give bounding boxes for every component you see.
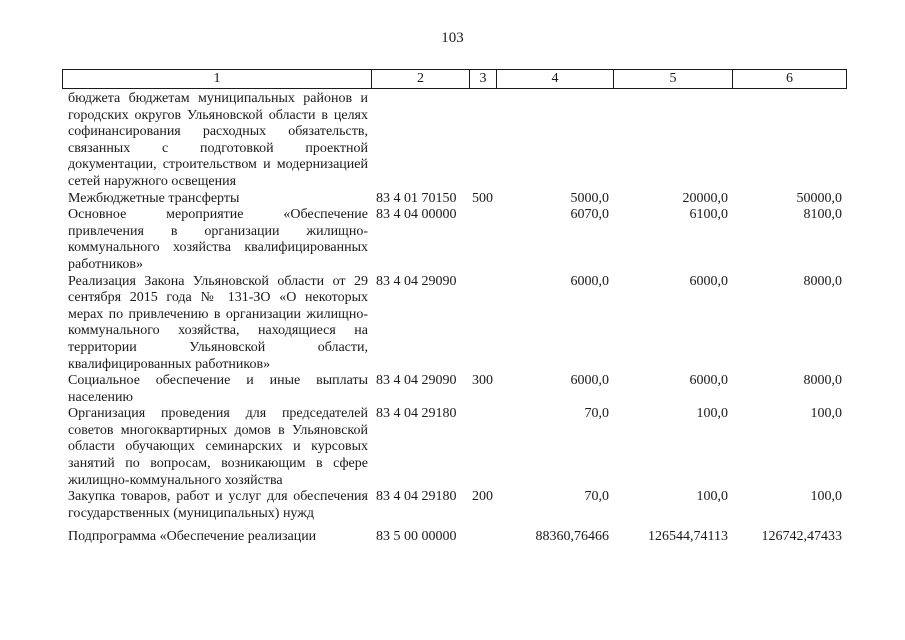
row-value-3: 8000,0 xyxy=(803,273,842,289)
row-code: 83 4 04 29180 xyxy=(376,406,457,422)
row-value-3: 50000,0 xyxy=(796,190,842,206)
table-row xyxy=(62,373,847,406)
table-row xyxy=(62,207,847,273)
row-name: Закупка товаров, работ и услуг для обеспечения государственных (муниципальных) нужд xyxy=(68,489,368,521)
row-value-1: 70,0 xyxy=(584,406,609,422)
row-name: Межбюджетные трансферты xyxy=(68,190,240,206)
budget-table xyxy=(62,69,847,546)
table-row xyxy=(62,191,847,208)
table-body xyxy=(62,91,847,546)
header-col-4: 4 xyxy=(497,70,614,88)
row-name: бюджета бюджетам муниципальных районов и городских округов Ульяновской области в целях софинансирования расходных обязательств, связанных с подготовкой проектной документации, строительством и модернизацией сетей наружного освещения xyxy=(68,91,368,189)
row-type: 300 xyxy=(472,373,493,389)
header-col-1: 1 xyxy=(63,70,372,88)
header-col-6: 6 xyxy=(786,71,793,86)
table-row xyxy=(62,529,847,546)
row-code: 83 4 04 00000 xyxy=(376,207,457,223)
row-name: Реализация Закона Ульяновской области от 29 сентября 2015 года № 131-ЗО «О некоторых мерах по привлечению в организации жилищно-коммунального хозяйства, находящиеся на территории Ульяновской области, квалифицированных работников» xyxy=(68,273,368,372)
table-row xyxy=(62,91,847,191)
row-value-2: 126544,74113 xyxy=(648,529,728,545)
row-name: Основное мероприятие «Обеспечение привлечения в организации жилищно-коммунального хозяйства квалифицированных работников» xyxy=(68,207,368,272)
row-value-1: 70,0 xyxy=(584,489,609,505)
row-value-1: 88360,76466 xyxy=(535,529,609,545)
row-value-2: 6100,0 xyxy=(689,207,728,223)
row-code: 83 4 04 29090 xyxy=(376,273,457,289)
row-value-3: 8000,0 xyxy=(803,373,842,389)
row-value-1: 6000,0 xyxy=(570,273,609,289)
row-value-2: 20000,0 xyxy=(682,190,728,206)
header-col-3: 3 xyxy=(470,70,497,88)
row-value-2: 6000,0 xyxy=(689,373,728,389)
table-header-row xyxy=(62,69,847,89)
row-type: 200 xyxy=(472,489,493,505)
header-col-2: 2 xyxy=(372,70,470,88)
row-type: 500 xyxy=(472,190,493,206)
header-col-5: 5 xyxy=(614,70,733,88)
row-value-3: 100,0 xyxy=(810,489,842,505)
row-name: Социальное обеспечение и иные выплаты населению xyxy=(68,373,368,405)
row-value-1: 6070,0 xyxy=(570,207,609,223)
row-code: 83 4 04 29090 xyxy=(376,373,457,389)
row-value-2: 100,0 xyxy=(696,489,728,505)
row-value-3: 8100,0 xyxy=(803,207,842,223)
row-value-3: 100,0 xyxy=(810,406,842,422)
row-name: Подпрограмма «Обеспечение реализации xyxy=(68,529,317,545)
row-value-2: 6000,0 xyxy=(689,273,728,289)
row-value-3: 126742,47433 xyxy=(761,529,842,545)
row-code: 83 5 00 00000 xyxy=(376,529,457,545)
table-row xyxy=(62,406,847,489)
row-value-2: 100,0 xyxy=(696,406,728,422)
row-code: 83 4 01 70150 xyxy=(376,190,457,206)
table-row xyxy=(62,489,847,522)
row-code: 83 4 04 29180 xyxy=(376,489,457,505)
row-value-1: 5000,0 xyxy=(570,190,609,206)
table-row xyxy=(62,274,847,374)
page-number: 103 xyxy=(441,30,464,46)
row-name: Организация проведения для председателей советов многоквартирных домов в Ульяновской области обучающих семинарских и курсовых занятий по вопросам, возникающим в сфере жилищно-коммунального хозяйства xyxy=(68,406,368,488)
row-value-1: 6000,0 xyxy=(570,373,609,389)
